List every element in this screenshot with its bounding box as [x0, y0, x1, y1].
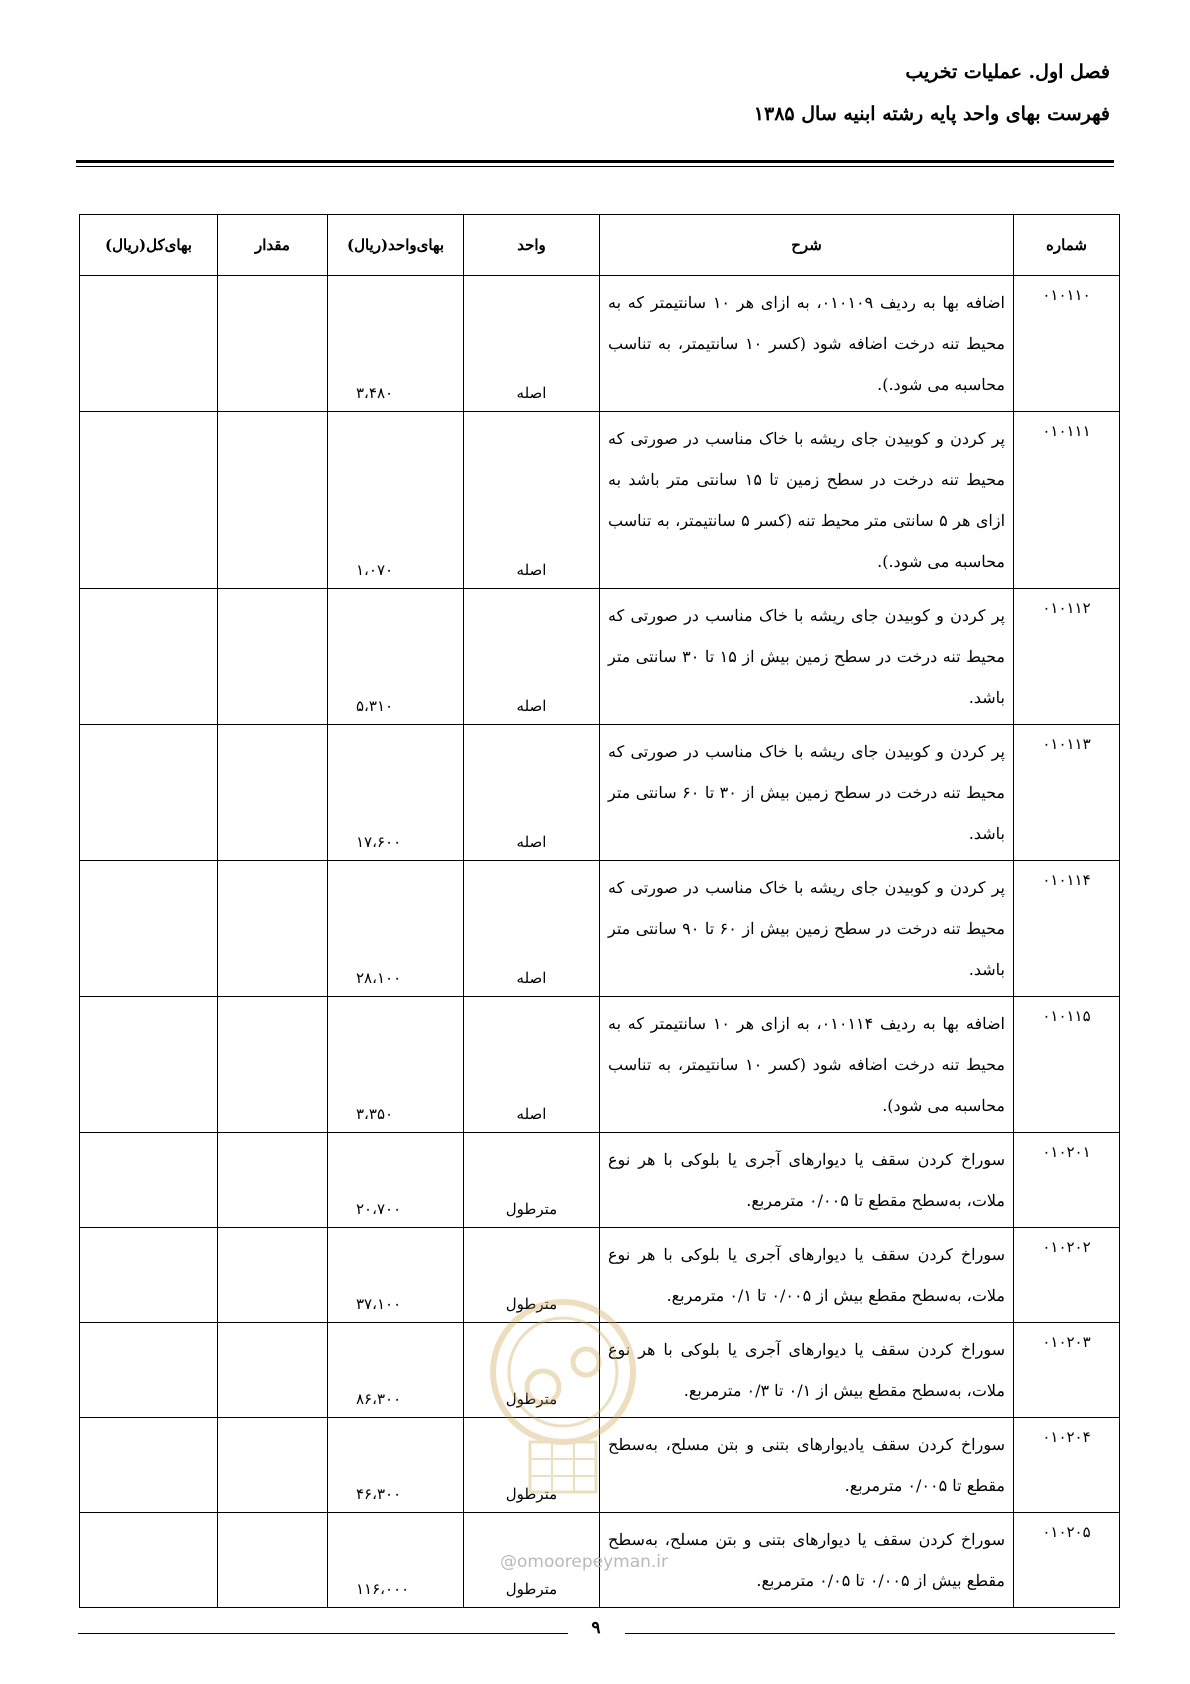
- table-row: [80, 997, 1120, 1133]
- row-quantity: [218, 1228, 328, 1323]
- header-unit: واحد: [464, 215, 600, 276]
- table-row: [80, 589, 1120, 725]
- row-number: ۰۱۰۱۱۲: [1014, 589, 1120, 725]
- row-number: ۰۱۰۲۰۴: [1014, 1418, 1120, 1513]
- row-unit: مترطول: [464, 1323, 600, 1418]
- row-quantity: [218, 1323, 328, 1418]
- row-total: [80, 725, 218, 861]
- row-unit: مترطول: [464, 1228, 600, 1323]
- page-number: ۹: [591, 1618, 601, 1638]
- row-description: سوراخ کردن سقف یا دیوارهای بتنی و بتن مسلح، به‌سطح مقطع بیش از ۰/۰۰۵ تا ۰/۰۵ مترمربع.: [600, 1513, 1014, 1608]
- row-description: پر کردن و کوبیدن جای ریشه با خاک مناسب در صورتی که محیط تنه درخت در سطح زمین بیش از ۳۰ تا ۶۰ سانتی متر باشد.: [600, 725, 1014, 861]
- row-total: [80, 997, 218, 1133]
- row-total: [80, 1228, 218, 1323]
- row-unit-price: ۱،۰۷۰: [328, 412, 464, 589]
- row-quantity: [218, 1133, 328, 1228]
- row-quantity: [218, 1513, 328, 1608]
- row-total: [80, 1418, 218, 1513]
- row-quantity: [218, 276, 328, 412]
- row-unit: اصله: [464, 997, 600, 1133]
- row-unit: اصله: [464, 276, 600, 412]
- row-unit-price: ۲۸،۱۰۰: [328, 861, 464, 997]
- row-quantity: [218, 725, 328, 861]
- table-row: [80, 412, 1120, 589]
- row-unit-price: ۴۶،۳۰۰: [328, 1418, 464, 1513]
- row-description: سوراخ کردن سقف یادیوارهای بتنی و بتن مسلح، به‌سطح مقطع تا ۰/۰۰۵ مترمربع.: [600, 1418, 1014, 1513]
- table-row: [80, 725, 1120, 861]
- table-row: [80, 1133, 1120, 1228]
- row-unit-price: ۳۷،۱۰۰: [328, 1228, 464, 1323]
- row-unit: اصله: [464, 861, 600, 997]
- row-number: ۰۱۰۱۱۰: [1014, 276, 1120, 412]
- row-quantity: [218, 1418, 328, 1513]
- row-number: ۰۱۰۱۱۳: [1014, 725, 1120, 861]
- footer-rule-left: [78, 1633, 568, 1634]
- row-description: اضافه بها به ردیف ۰۱۰۱۰۹، به ازای هر ۱۰ سانتیمتر که به محیط تنه درخت اضافه شود (کسر ۱۰ سانتیمتر، به تناسب محاسبه می شود.).: [600, 276, 1014, 412]
- row-number: ۰۱۰۲۰۱: [1014, 1133, 1120, 1228]
- row-quantity: [218, 997, 328, 1133]
- row-quantity: [218, 589, 328, 725]
- row-description: پر کردن و کوبیدن جای ریشه با خاک مناسب در صورتی که محیط تنه درخت در سطح زمین بیش از ۶۰ تا ۹۰ سانتی متر باشد.: [600, 861, 1014, 997]
- row-description: اضافه بها به ردیف ۰۱۰۱۱۴، به ازای هر ۱۰ سانتیمتر که به محیط تنه درخت اضافه شود (کسر ۱۰ سانتیمتر، به تناسب محاسبه می شود).: [600, 997, 1014, 1133]
- footer-rule-right: [625, 1633, 1115, 1634]
- row-number: ۰۱۰۲۰۵: [1014, 1513, 1120, 1608]
- row-unit-price: ۱۷،۶۰۰: [328, 725, 464, 861]
- table-header-row: [80, 215, 1120, 276]
- row-unit-price: ۲۰،۷۰۰: [328, 1133, 464, 1228]
- row-total: [80, 412, 218, 589]
- header-rule-thick: [76, 160, 1114, 163]
- row-unit: اصله: [464, 412, 600, 589]
- header-description: شرح: [600, 215, 1014, 276]
- row-number: ۰۱۰۱۱۴: [1014, 861, 1120, 997]
- row-description: پر کردن و کوبیدن جای ریشه با خاک مناسب در صورتی که محیط تنه درخت در سطح زمین تا ۱۵ سانتی متر باشد به ازای هر ۵ سانتی متر محیط تنه (کسر ۵ سانتیمتر، به تناسب محاسبه می شود.).: [600, 412, 1014, 589]
- row-unit: مترطول: [464, 1133, 600, 1228]
- row-unit: مترطول: [464, 1418, 600, 1513]
- row-number: ۰۱۰۱۱۵: [1014, 997, 1120, 1133]
- header-rule-thin: [76, 166, 1114, 167]
- row-unit-price: ۸۶،۳۰۰: [328, 1323, 464, 1418]
- row-unit: اصله: [464, 589, 600, 725]
- row-description: سوراخ کردن سقف یا دیوارهای آجری یا بلوکی با هر نوع ملات، به‌سطح مقطع بیش از ۰/۰۰۵ تا ۰/۱ مترمربع.: [600, 1228, 1014, 1323]
- table-row: [80, 276, 1120, 412]
- table-row: [80, 861, 1120, 997]
- page-header: [76, 58, 1110, 128]
- row-total: [80, 276, 218, 412]
- row-unit-price: ۱۱۶،۰۰۰: [328, 1513, 464, 1608]
- row-unit-price: ۵،۳۱۰: [328, 589, 464, 725]
- row-description: سوراخ کردن سقف یا دیوارهای آجری یا بلوکی با هر نوع ملات، به‌سطح مقطع تا ۰/۰۰۵ مترمربع.: [600, 1133, 1014, 1228]
- row-total: [80, 1323, 218, 1418]
- row-total: [80, 1133, 218, 1228]
- header-quantity: مقدار: [218, 215, 328, 276]
- chapter-title: فصل اول. عملیات تخریب: [905, 61, 1110, 83]
- row-number: ۰۱۰۲۰۲: [1014, 1228, 1120, 1323]
- row-number: ۰۱۰۲۰۳: [1014, 1323, 1120, 1418]
- row-unit: اصله: [464, 725, 600, 861]
- row-total: [80, 589, 218, 725]
- row-description: پر کردن و کوبیدن جای ریشه با خاک مناسب در صورتی که محیط تنه درخت در سطح زمین بیش از ۱۵ تا ۳۰ سانتی متر باشد.: [600, 589, 1014, 725]
- header-total: بهای‌کل(ریال): [80, 215, 218, 276]
- row-quantity: [218, 861, 328, 997]
- row-description: سوراخ کردن سقف یا دیوارهای آجری یا بلوکی با هر نوع ملات، به‌سطح مقطع بیش از ۰/۱ تا ۰/۳ مترمربع.: [600, 1323, 1014, 1418]
- document-subtitle: فهرست بهای واحد پایه رشته ابنیه سال ۱۳۸۵: [753, 103, 1110, 125]
- watermark-text: @omoorepeyman.ir: [500, 1552, 669, 1572]
- row-unit: مترطول: [464, 1513, 600, 1608]
- header-unit-price: بهای‌واحد(ریال): [328, 215, 464, 276]
- row-unit-price: ۳،۴۸۰: [328, 276, 464, 412]
- row-total: [80, 861, 218, 997]
- row-quantity: [218, 412, 328, 589]
- row-total: [80, 1513, 218, 1608]
- row-number: ۰۱۰۱۱۱: [1014, 412, 1120, 589]
- row-unit-price: ۳،۳۵۰: [328, 997, 464, 1133]
- header-number: شماره: [1014, 215, 1120, 276]
- watermark-logo: [488, 1292, 638, 1512]
